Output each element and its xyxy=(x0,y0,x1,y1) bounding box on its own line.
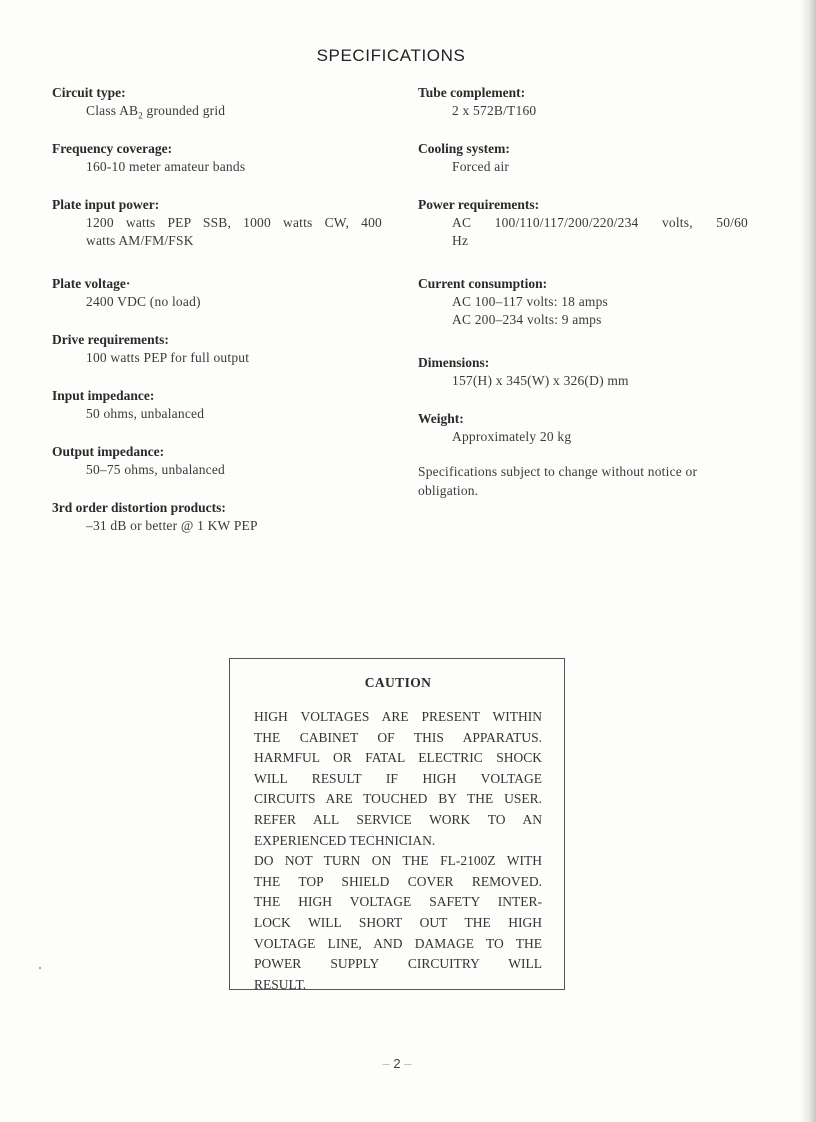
note-line: Specifications subject to change without notice or xyxy=(418,464,698,479)
spec-value-line: 2 x 572B/T160 xyxy=(452,103,537,118)
spec-value xyxy=(52,214,382,250)
note-line: obligation. xyxy=(418,483,479,498)
spec-value xyxy=(418,102,748,120)
specs-right-column xyxy=(418,84,748,500)
spec-dimensions xyxy=(418,354,748,410)
page-title: SPECIFICATIONS xyxy=(316,46,466,65)
caution-title: CAUTION xyxy=(364,675,432,690)
spec-distortion-products xyxy=(52,499,382,539)
caution-line: LOCK WILL SHORT OUT THE HIGH xyxy=(254,914,542,930)
spec-label: Cooling system: xyxy=(418,141,510,156)
specifications-note xyxy=(418,462,748,500)
spec-label: Current consumption: xyxy=(418,276,548,291)
spec-current-consumption xyxy=(418,275,748,354)
spec-circuit-type xyxy=(52,84,382,140)
caution-line: THE TOP SHIELD COVER REMOVED. xyxy=(254,873,542,889)
spec-drive-requirements xyxy=(52,331,382,387)
spec-value-line: AC 200–234 volts: 9 amps xyxy=(452,312,602,327)
spec-value xyxy=(52,158,382,176)
page-edge-shadow xyxy=(800,0,816,1122)
caution-line: HIGH VOLTAGES ARE PRESENT WITHIN xyxy=(254,709,542,724)
spec-weight xyxy=(418,410,748,462)
spec-value xyxy=(52,349,382,367)
caution-line: VOLTAGE LINE, AND DAMAGE TO THE xyxy=(254,935,542,951)
spec-plate-input-power xyxy=(52,196,382,275)
spec-value-line: AC 100–117 volts: 18 amps xyxy=(452,294,609,309)
spec-label: 3rd order distortion products: xyxy=(52,500,226,515)
spec-value-line: Approximately 20 kg xyxy=(452,429,572,444)
spec-frequency-coverage xyxy=(52,140,382,196)
spec-plate-voltage xyxy=(52,275,382,331)
spec-value xyxy=(52,461,382,479)
spec-value-text-suffix: grounded grid xyxy=(142,103,226,118)
spec-value-subscript: 2 xyxy=(138,110,143,121)
page-number-dash: – xyxy=(404,1056,412,1071)
caution-line: THE CABINET OF THIS APPARATUS. xyxy=(254,729,542,745)
caution-line: POWER SUPPLY CIRCUITRY WILL xyxy=(254,956,542,972)
spec-label: Weight: xyxy=(418,411,464,426)
caution-line: CIRCUITS ARE TOUCHED BY THE USER. xyxy=(254,791,542,807)
caution-line: DO NOT TURN ON THE FL-2100Z WITH xyxy=(254,853,542,869)
caution-line: REFER ALL SERVICE WORK TO AN xyxy=(254,811,542,827)
spec-value-line: 50–75 ohms, unbalanced xyxy=(86,462,225,477)
caution-line: WILL RESULT IF HIGH VOLTAGE xyxy=(254,770,542,786)
spec-value xyxy=(418,372,748,390)
spec-output-impedance xyxy=(52,443,382,499)
spec-label: Plate input power: xyxy=(52,197,160,212)
caution-box xyxy=(229,658,565,990)
spec-value-line: –31 dB or better @ 1 KW PEP xyxy=(86,518,258,533)
spec-value-line: 50 ohms, unbalanced xyxy=(86,406,205,421)
spec-value-line: 2400 VDC (no load) xyxy=(86,294,201,309)
spec-input-impedance xyxy=(52,387,382,443)
spec-power-requirements xyxy=(418,196,748,275)
spec-tube-complement xyxy=(418,84,748,140)
spec-value xyxy=(52,517,382,535)
caution-line: EXPERIENCED TECHNICIAN. xyxy=(254,832,436,848)
specs-left-column xyxy=(52,84,382,539)
spec-value-line: 157(H) x 345(W) x 326(D) mm xyxy=(452,373,629,388)
spec-label: Circuit type: xyxy=(52,85,126,100)
spec-value xyxy=(52,405,382,423)
spec-label: Plate voltage· xyxy=(52,276,131,291)
spec-value xyxy=(52,293,382,311)
spec-value-line: Forced air xyxy=(452,159,510,174)
caution-line: RESULT. xyxy=(254,976,307,992)
spec-value xyxy=(52,102,382,120)
spec-cooling-system xyxy=(418,140,748,196)
spec-value-line: watts AM/FM/FSK xyxy=(86,233,194,248)
caution-line: THE HIGH VOLTAGE SAFETY INTER- xyxy=(254,894,542,910)
caution-paragraph-1 xyxy=(254,707,542,851)
page-number-value: 2 xyxy=(393,1056,401,1071)
spec-label: Drive requirements: xyxy=(52,332,169,347)
caution-line: HARMFUL OR FATAL ELECTRIC SHOCK xyxy=(254,750,542,766)
spec-value xyxy=(418,293,748,329)
spec-value-line: 100 watts PEP for full output xyxy=(86,350,250,365)
spec-value-line: 160-10 meter amateur bands xyxy=(86,159,246,174)
page-number xyxy=(0,1056,794,1071)
spec-value-line: 1200 watts PEP SSB, 1000 watts CW, 400 xyxy=(86,215,382,230)
spec-label: Dimensions: xyxy=(418,355,490,370)
spec-value xyxy=(418,158,748,176)
spec-label: Power requirements: xyxy=(418,197,540,212)
spec-label: Frequency coverage: xyxy=(52,141,173,156)
page-number-dash: – xyxy=(382,1056,390,1071)
spec-label: Tube complement: xyxy=(418,85,526,100)
caution-paragraph-2 xyxy=(254,851,542,995)
paper-speck xyxy=(39,967,41,969)
spec-value xyxy=(418,214,748,250)
spec-label: Input impedance: xyxy=(52,388,155,403)
spec-value-line: AC 100/110/117/200/220/234 volts, 50/60 xyxy=(452,215,748,230)
spec-value-line: Hz xyxy=(452,233,469,248)
spec-value-text: Class AB xyxy=(86,103,139,118)
spec-label: Output impedance: xyxy=(52,444,165,459)
spec-value xyxy=(418,428,748,446)
